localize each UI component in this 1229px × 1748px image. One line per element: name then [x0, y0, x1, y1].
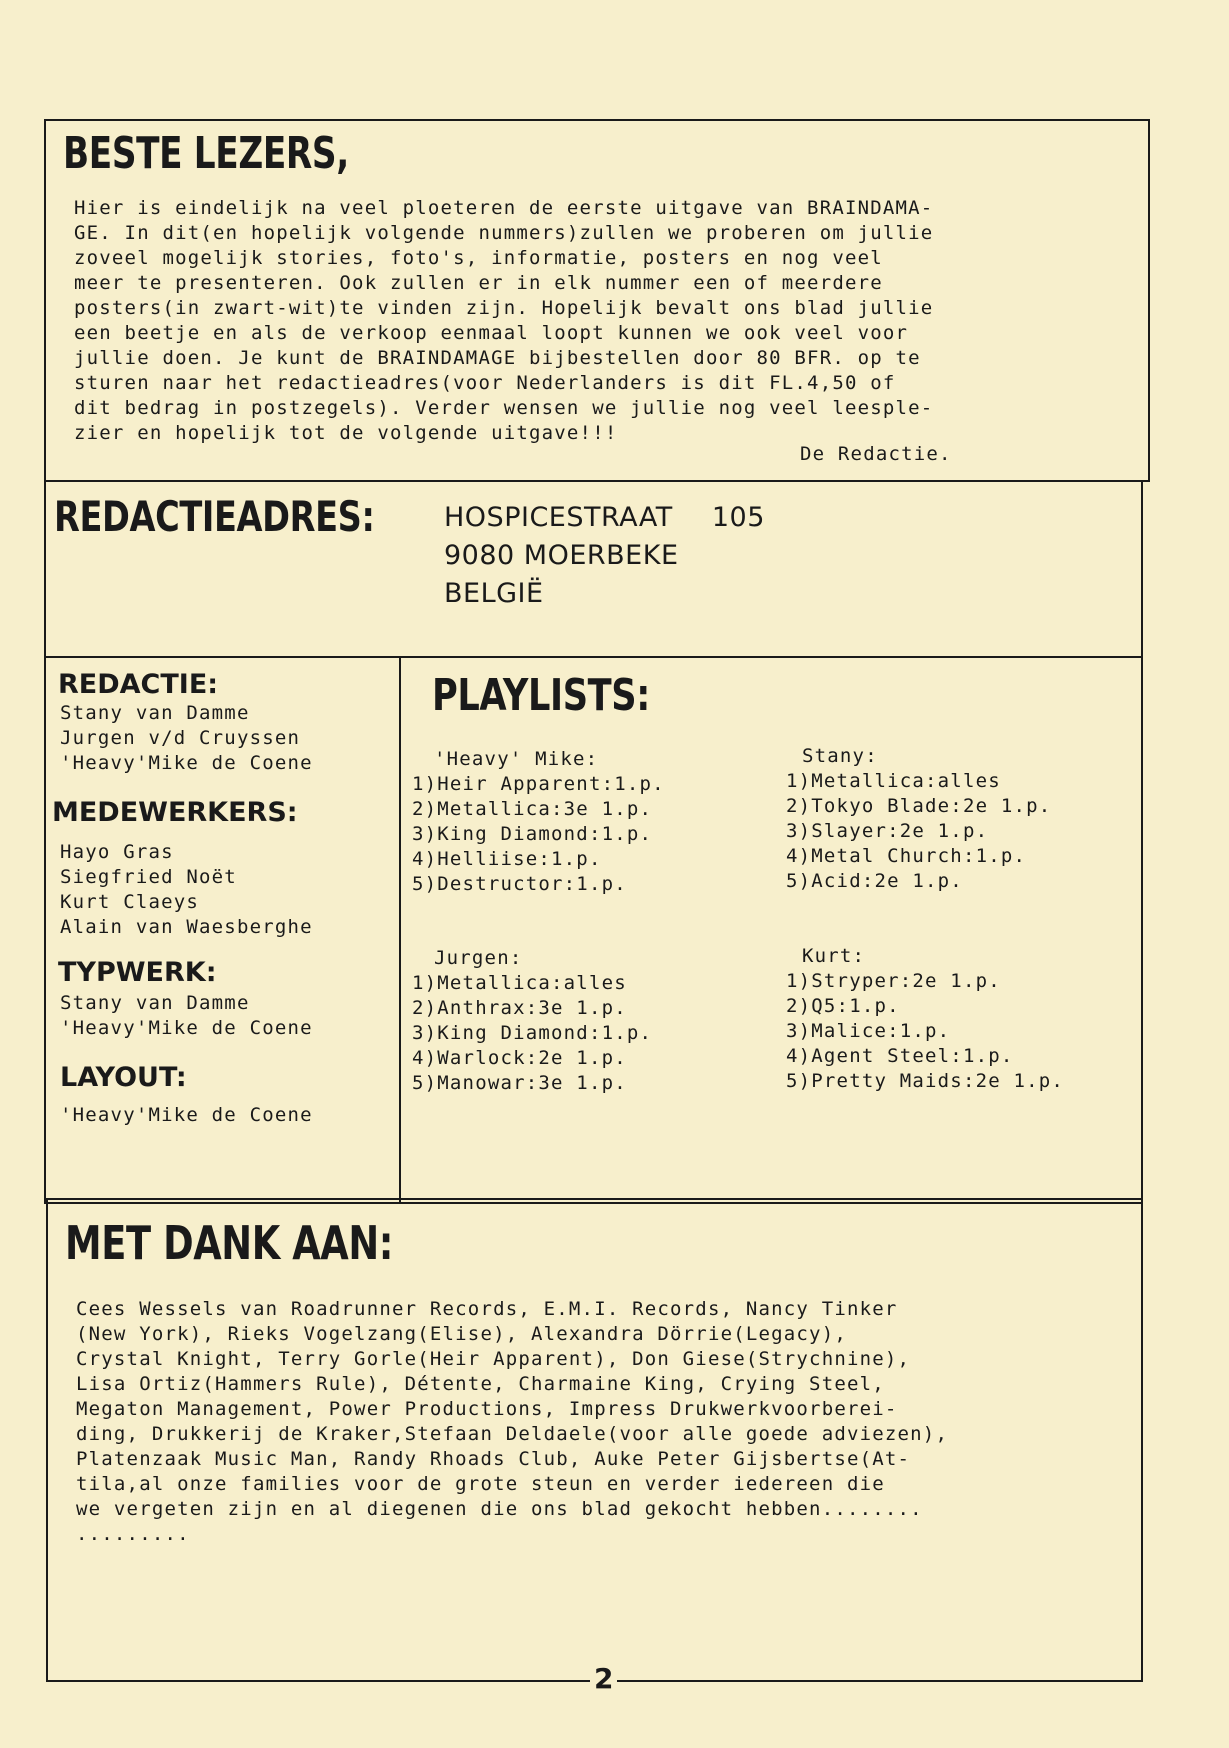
- typwerk-member: Stany van Damme: [60, 992, 250, 1014]
- intro-paragraph: [74, 196, 933, 446]
- playlist-item: 3)King Diamond:1.p.: [412, 1022, 653, 1044]
- playlist-mike: [412, 747, 665, 897]
- address-block: [444, 499, 765, 613]
- playlist-item: 1)Stryper:2e 1.p.: [786, 970, 1001, 992]
- address-country: BELGIË: [444, 578, 544, 609]
- redactie-member: 'Heavy'Mike de Coene: [60, 752, 313, 774]
- layout-member: 'Heavy'Mike de Coene: [60, 1104, 313, 1126]
- thanks-line: ding, Drukkerij de Kraker,Stefaan Deldaele(voor alle goede adviezen),: [76, 1423, 949, 1445]
- thanks-line: Lisa Ortiz(Hammers Rule), Détente, Charmaine King, Crying Steel,: [76, 1373, 885, 1395]
- playlist-item: 2)Tokyo Blade:2e 1.p.: [786, 795, 1052, 817]
- thanks-line: Megaton Management, Power Productions, Impress Drukwerkvoorberei-: [76, 1398, 898, 1420]
- intro-line: meer te presenteren. Ook zullen er in elk nummer een of meerdere: [74, 272, 883, 294]
- playlist-item: 2)Anthrax:3e 1.p.: [412, 997, 627, 1019]
- redactie-title: REDACTIE:: [58, 669, 219, 700]
- thanks-line: tila,al onze families voor de grote steun en verder iedereen die: [76, 1473, 885, 1495]
- redactie-member: Jurgen v/d Cruyssen: [60, 727, 301, 749]
- address-street-line: [444, 499, 765, 537]
- playlist-item: 1)Metallica:alles: [786, 770, 1001, 792]
- column-divider: [399, 657, 401, 1203]
- playlist-item: 4)Metal Church:1.p.: [786, 845, 1027, 867]
- thanks-line: we vergeten zijn en al diegenen die ons blad gekocht hebben........: [76, 1498, 923, 1520]
- redactie-member: Stany van Damme: [60, 702, 250, 724]
- intro-line: posters(in zwart-wit)te vinden zijn. Hopelijk bevalt ons blad jullie: [74, 297, 934, 319]
- thanks-line: Cees Wessels van Roadrunner Records, E.M.I. Records, Nancy Tinker: [76, 1298, 898, 1320]
- playlist-item: 5)Destructor:1.p.: [412, 873, 627, 895]
- playlist-item: 4)Warlock:2e 1.p.: [412, 1047, 627, 1069]
- medewerker: Hayo Gras: [60, 841, 174, 863]
- medewerker: Alain van Waesberghe: [60, 916, 313, 938]
- playlist-name: Stany:: [802, 745, 878, 767]
- playlist-jurgen: [412, 946, 652, 1096]
- playlist-item: 4)Helliise:1.p.: [412, 848, 602, 870]
- playlist-item: 5)Acid:2e 1.p.: [786, 870, 963, 892]
- playlist-item: 1)Heir Apparent:1.p.: [412, 773, 665, 795]
- address-label: REDACTIEADRES:: [54, 492, 375, 541]
- layout-title: LAYOUT:: [60, 1062, 187, 1093]
- redactie-list: [60, 701, 313, 776]
- page-number: 2: [590, 1662, 617, 1695]
- intro-line: een beetje en als de verkoop eenmaal loopt kunnen we ook veel voor: [74, 322, 909, 344]
- playlist-name: Kurt:: [802, 945, 866, 967]
- thanks-title: MET DANK AAN:: [65, 1216, 394, 1270]
- intro-line: Hier is eindelijk na veel ploeteren de eerste uitgave van BRAINDAMA-: [74, 197, 934, 219]
- address-street: HOSPICESTRAAT: [444, 502, 673, 533]
- intro-line: jullie doen. Je kunt de BRAINDAMAGE bijbestellen door 80 BFR. op te: [74, 347, 921, 369]
- medewerker: Kurt Claeys: [60, 891, 200, 913]
- address-number: 105: [711, 502, 765, 533]
- intro-title: BESTE LEZERS,: [63, 128, 349, 179]
- playlist-item: 2)Metallica:3e 1.p.: [412, 798, 653, 820]
- layout-list: [60, 1103, 313, 1128]
- intro-signature: De Redactie.: [800, 443, 952, 465]
- playlist-item: 5)Pretty Maids:2e 1.p.: [786, 1070, 1065, 1092]
- thanks-line: Platenzaak Music Man, Randy Rhoads Club, Auke Peter Gijsbertse(At-: [76, 1448, 911, 1470]
- playlist-item: 4)Agent Steel:1.p.: [786, 1045, 1014, 1067]
- playlist-name: 'Heavy' Mike:: [434, 748, 599, 770]
- typwerk-list: [60, 991, 313, 1041]
- playlist-kurt: [786, 944, 1064, 1094]
- intro-line: sturen naar het redactieadres(voor Nederlanders is dit FL.4,50 of: [74, 372, 896, 394]
- thanks-paragraph: [76, 1297, 948, 1547]
- playlist-item: 5)Manowar:3e 1.p.: [412, 1072, 627, 1094]
- playlist-name: Jurgen:: [434, 947, 523, 969]
- thanks-line: Crystal Knight, Terry Gorle(Heir Apparent), Don Giese(Strychnine),: [76, 1348, 911, 1370]
- playlist-stany: [786, 744, 1051, 894]
- intro-line: zoveel mogelijk stories, foto's, informatie, posters en nog veel: [74, 247, 883, 269]
- thanks-line: .........: [76, 1523, 190, 1545]
- intro-line: dit bedrag in postzegels). Verder wensen we jullie nog veel leesple-: [74, 397, 934, 419]
- medewerker: Siegfried Noët: [60, 866, 237, 888]
- playlists-title: PLAYLISTS:: [432, 670, 650, 721]
- playlist-item: 2)Q5:1.p.: [786, 995, 900, 1017]
- playlist-item: 3)King Diamond:1.p.: [412, 823, 653, 845]
- medewerkers-title: MEDEWERKERS:: [52, 797, 298, 828]
- address-city: 9080 MOERBEKE: [444, 540, 679, 571]
- thanks-line: (New York), Rieks Vogelzang(Elise), Alexandra Dörrie(Legacy),: [76, 1323, 847, 1345]
- typwerk-member: 'Heavy'Mike de Coene: [60, 1017, 313, 1039]
- typwerk-title: TYPWERK:: [58, 957, 217, 988]
- medewerkers-list: [60, 840, 313, 940]
- playlist-item: 1)Metallica:alles: [412, 972, 627, 994]
- playlist-item: 3)Malice:1.p.: [786, 1020, 951, 1042]
- playlist-item: 3)Slayer:2e 1.p.: [786, 820, 989, 842]
- intro-line: zier en hopelijk tot de volgende uitgave!!!: [74, 422, 618, 444]
- intro-line: GE. In dit(en hopelijk volgende nummers)zullen we proberen om jullie: [74, 222, 934, 244]
